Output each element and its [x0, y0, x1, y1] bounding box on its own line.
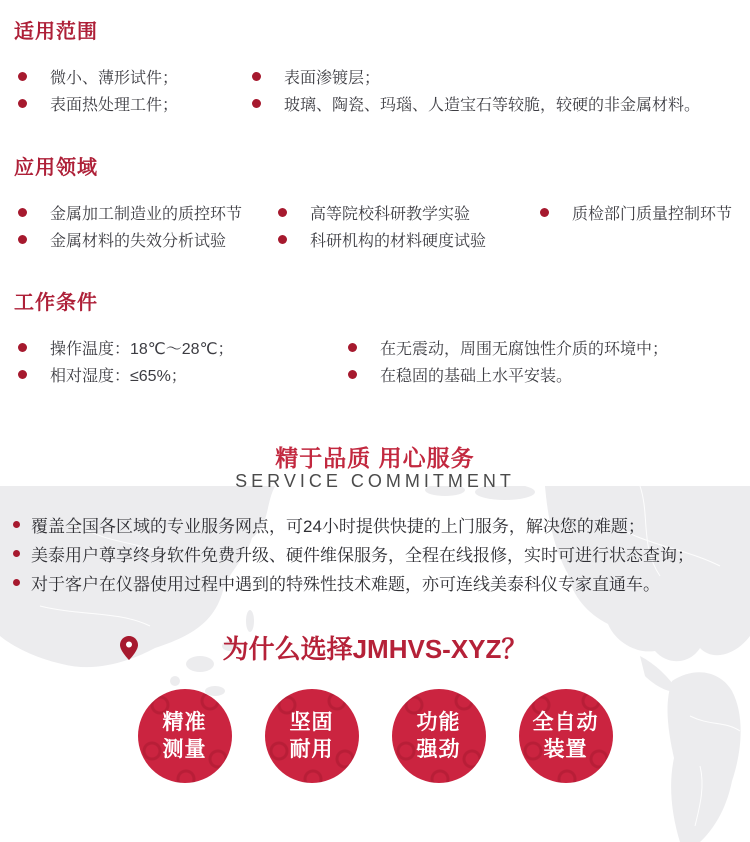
section-columns — [0, 334, 750, 388]
service-list-item: 覆盖全国各区域的专业服务网点，可24小时提供快捷的上门服务，解决您的难题； — [13, 510, 750, 539]
list-item: 表面渗镀层； — [248, 63, 750, 90]
location-pin-icon — [120, 636, 138, 660]
list-item: 科研机构的材料硬度试验 — [274, 226, 536, 253]
list-item: 金属加工制造业的质控环节 — [14, 199, 274, 226]
list-item: 金属材料的失效分析试验 — [14, 226, 274, 253]
service-list-item: 对于客户在仪器使用过程中遇到的特殊性技术难题，亦可连线美泰科仪专家直通车。 — [13, 568, 750, 597]
bullet-icon — [540, 208, 549, 217]
service-list-item: 美泰用户尊享终身软件免费升级、硬件维保服务，全程在线报修，实时可进行状态查询； — [13, 539, 750, 568]
list-item: 表面热处理工件； — [14, 90, 248, 117]
service-title: 精于品质 用心服务 — [275, 445, 475, 471]
badge-powerful-function: 功能 强劲 — [392, 689, 486, 783]
bullet-icon — [18, 72, 27, 81]
list-item: 玻璃、陶瓷、玛瑙、人造宝石等较脆，较硬的非金属材料。 — [248, 90, 750, 117]
list-item: 操作温度：18℃～28℃； — [14, 334, 344, 361]
list-item: 在稳固的基础上水平安装。 — [344, 361, 750, 388]
service-bullet-list — [13, 510, 750, 597]
bullet-icon — [252, 72, 261, 81]
list-item: 相对湿度：≤65%； — [14, 361, 344, 388]
list-item: 质检部门质量控制环节 — [536, 199, 750, 226]
bullet-icon — [348, 343, 357, 352]
badge-sturdy-durable: 坚固 耐用 — [265, 689, 359, 783]
service-subtitle: SERVICE COMMITMENT — [235, 471, 515, 491]
bullet-icon — [348, 370, 357, 379]
bullet-icon — [18, 235, 27, 244]
section-application-fields — [0, 156, 750, 253]
list-item: 在无震动，周围无腐蚀性介质的环境中； — [344, 334, 750, 361]
bullet-icon — [18, 99, 27, 108]
bullet-icon — [13, 521, 20, 528]
section-working-conditions — [0, 291, 750, 388]
badge-precise-measurement: 精准 测量 — [138, 689, 232, 783]
bullet-icon — [278, 235, 287, 244]
feature-badges — [0, 689, 750, 783]
why-choose-title: 为什么选择JMHVS-XYZ？ — [222, 634, 528, 664]
section-applicable-scope — [0, 20, 750, 117]
section-title: 工作条件 — [14, 292, 98, 314]
list-item: 高等院校科研教学实验 — [274, 199, 536, 226]
bullet-icon — [278, 208, 287, 217]
bullet-icon — [252, 99, 261, 108]
list-item: 微小、薄形试件； — [14, 63, 248, 90]
bullet-icon — [18, 208, 27, 217]
bullet-icon — [13, 579, 20, 586]
bullet-icon — [18, 370, 27, 379]
section-columns — [0, 199, 750, 253]
section-title: 应用领域 — [14, 157, 98, 179]
section-title: 适用范围 — [14, 21, 98, 43]
section-columns — [0, 63, 750, 117]
badge-full-automatic: 全自动 装置 — [519, 689, 613, 783]
bullet-icon — [18, 343, 27, 352]
bullet-icon — [13, 550, 20, 557]
